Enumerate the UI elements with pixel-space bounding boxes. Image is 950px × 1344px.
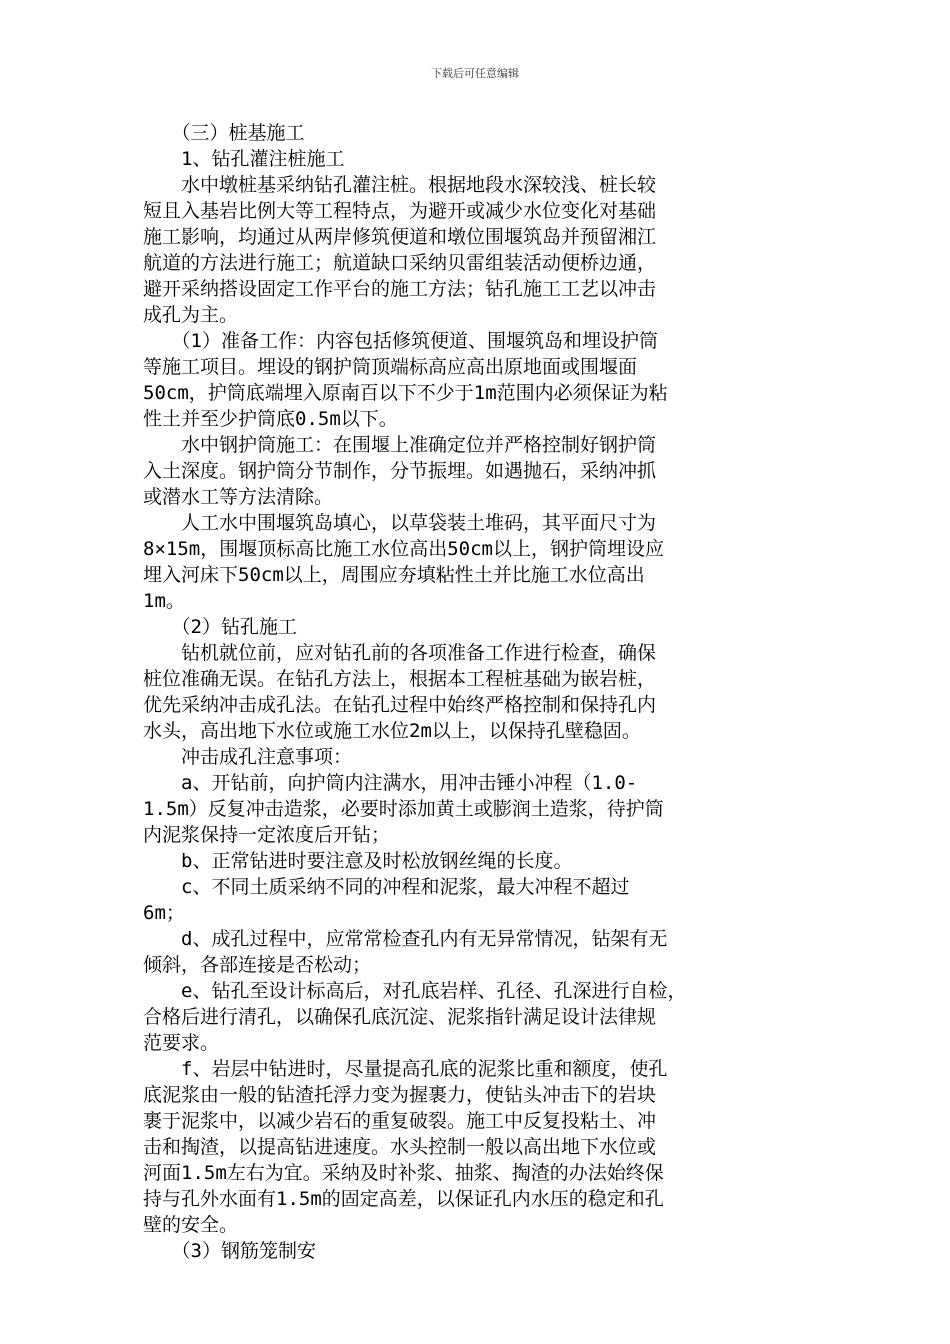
paragraph-line: 桩位准确无误。在钻孔方法上，根据本工程桩基础为嵌岩桩， — [143, 668, 657, 690]
paragraph-line: 短且入基岩比例大等工程特点，为避开或减少水位变化对基础 — [143, 200, 657, 222]
paragraph-line: 裹于泥浆中，以减少岩石的重复破裂。施工中反复投粘土、冲 — [143, 1110, 657, 1132]
paragraph-line: c、不同土质采纳不同的冲程和泥浆，最大冲程不超过 — [143, 876, 630, 898]
page-header: 下载后可任意编辑 — [431, 67, 519, 80]
paragraph-line: e、钻孔至设计标高后，对孔底岩样、孔径、孔深进行自检， — [143, 980, 687, 1002]
subsection-heading: 1、钻孔灌注桩施工 — [143, 148, 345, 170]
paragraph-line: 内泥浆保持一定浓度后开钻； — [143, 824, 391, 846]
paragraph-line: 冲击成孔注意事项： — [143, 746, 353, 768]
paragraph-line: 等施工项目。埋设的钢护筒顶端标高应高出原地面或围堰面 — [143, 356, 638, 378]
paragraph-line: 1.5m）反复冲击造浆，必要时添加黄土或膨润土造浆，待护筒 — [143, 798, 664, 820]
paragraph-line: 范要求。 — [143, 1032, 220, 1054]
subsection-heading: （3）钢筋笼制安 — [143, 1240, 316, 1262]
paragraph-line: b、正常钻进时要注意及时松放钢丝绳的长度。 — [143, 850, 573, 872]
paragraph-line: 50cm，护筒底端埋入原南百以下不少于1m范围内必须保证为粘 — [143, 382, 668, 404]
paragraph-line: 壁的安全。 — [143, 1214, 239, 1236]
paragraph-line: 优先采纳冲击成孔法。在钻孔过程中始终严格控制和保持孔内 — [143, 694, 657, 716]
paragraph-line: f、岩层中钻进时，尽量提高孔底的泥浆比重和额度，使孔 — [143, 1058, 668, 1080]
paragraph-line: d、成孔过程中，应常常检查孔内有无异常情况，钻架有无 — [143, 928, 668, 950]
paragraph-line: 埋入河床下50cm以上，周围应夯填粘性土并比施工水位高出 — [143, 564, 645, 586]
paragraph-line: 钻机就位前，应对钻孔前的各项准备工作进行检查，确保 — [143, 642, 657, 664]
paragraph-line: 入土深度。钢护筒分节制作，分节振埋。如遇抛石，采纳冲抓 — [143, 460, 657, 482]
paragraph-line: 击和掏渣，以提高钻进速度。水头控制一般以高出地下水位或 — [143, 1136, 657, 1158]
section-heading: （三）桩基施工 — [143, 122, 305, 144]
paragraph-line: 水中墩桩基采纳钻孔灌注桩。根据地段水深较浅、桩长较 — [143, 174, 657, 196]
subsection-heading: （2）钻孔施工 — [143, 616, 297, 638]
paragraph-line: 1m。 — [143, 590, 185, 612]
paragraph-line: 倾斜，各部连接是否松动； — [143, 954, 372, 976]
paragraph-line: 合格后进行清孔，以确保孔底沉淀、泥浆指针满足设计法律规 — [143, 1006, 657, 1028]
paragraph-line: 人工水中围堰筑岛填心，以草袋装土堆码，其平面尺寸为 — [143, 512, 657, 534]
paragraph-line: 水头，高出地下水位或施工水位2m以上，以保持孔壁稳固。 — [143, 720, 641, 742]
paragraph-line: 施工影响，均通过从两岸修筑便道和墩位围堰筑岛并预留湘江 — [143, 226, 657, 248]
paragraph-line: 航道的方法进行施工；航道缺口采纳贝雷组装活动便桥边通， — [143, 252, 657, 274]
paragraph-line: 水中钢护筒施工：在围堰上准确定位并严格控制好钢护筒 — [143, 434, 657, 456]
paragraph-line: 底泥浆由一般的钻渣托浮力变为握裹力，使钻头冲击下的岩块 — [143, 1084, 657, 1106]
paragraph-line: 持与孔外水面有1.5m的固定高差，以保证孔内水压的稳定和孔 — [143, 1188, 664, 1210]
paragraph-line: （1）准备工作：内容包括修筑便道、围堰筑岛和埋设护筒 — [143, 330, 658, 352]
paragraph-line: 性土并至少护筒底0.5m以下。 — [143, 408, 398, 430]
paragraph-line: 河面1.5m左右为宜。采纳及时补浆、抽浆、掏渣的办法始终保 — [143, 1162, 664, 1184]
paragraph-line: 或潜水工等方法清除。 — [143, 486, 334, 508]
paragraph-line: 8×15m，围堰顶标高比施工水位高出50cm以上，钢护筒埋设应 — [143, 538, 664, 560]
paragraph-line: 成孔为主。 — [143, 304, 239, 326]
paragraph-line: 避开采纳搭设固定工作平台的施工方法；钻孔施工工艺以冲击 — [143, 278, 657, 300]
document-body — [143, 120, 813, 1264]
paragraph-line: 6m； — [143, 902, 185, 924]
paragraph-line: a、开钻前，向护筒内注满水，用冲击锤小冲程（1.0- — [143, 772, 638, 794]
